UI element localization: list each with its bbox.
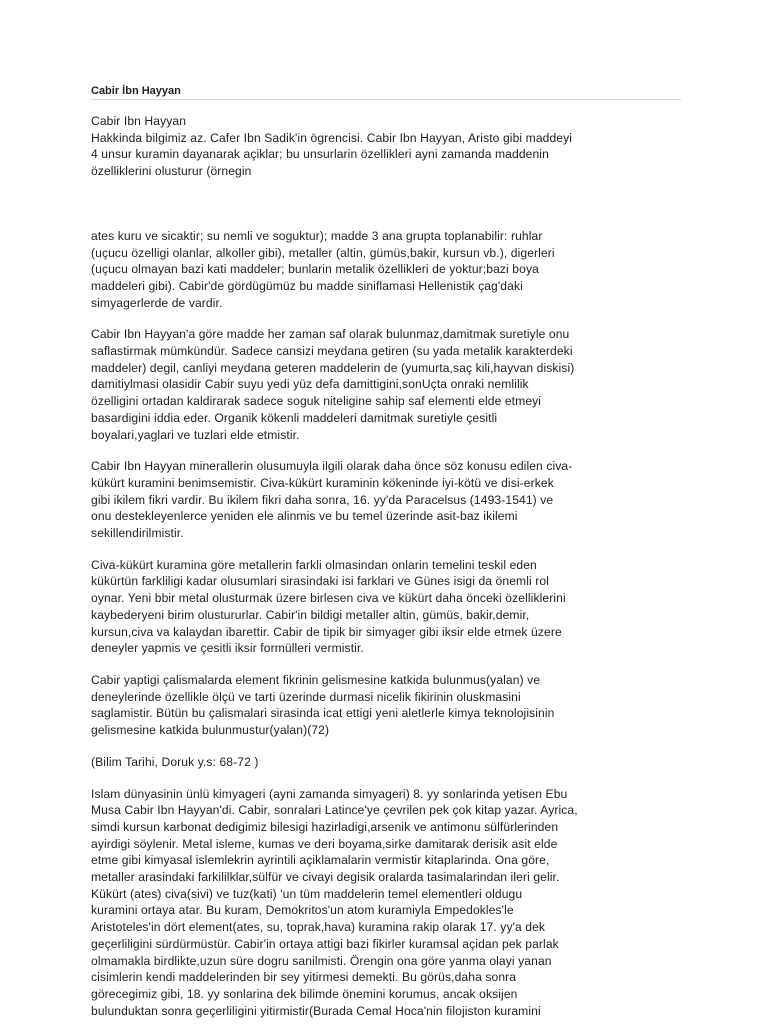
text-line: Cabir Ibn Hayyan'a göre madde her zaman saf olarak bulunmaz,damitmak suretiyle onu (91, 327, 570, 342)
text-line: saflastirmak mümkündür. Sadece cansizi meydana getiren (su yada metalik karakterdeki (91, 344, 573, 359)
text-line: kükürt kuramini benimsemistir. Civa-kükürt kuraminin kökeninde iyi-kötü ve disi-erkek (91, 475, 554, 490)
text-line: saglamistir. Bütün bu çalismalari sirasinda icat ettigi yeni aletlerle kimya teknolojisinin (91, 706, 555, 721)
text-line: metaller arasindaki farkililklar,sülfür ve civayi degisik oralarda tasimalarindan ileri gelir. (91, 870, 560, 885)
paragraph (91, 113, 681, 180)
text-line: maddeler) degil, canliyi meydana geteren maddelerin de (yumurta,saç kili,hayvan diskisi) (91, 360, 575, 375)
paragraph (91, 786, 681, 1020)
text-line: simyagerlerde de vardir. (91, 295, 223, 310)
text-line: sekillendirilmistir. (91, 526, 184, 541)
text-line: Musa Cabir Ibn Hayyan'di. Cabir, sonralari Latince'ye çevrilen pek çok kitap yazar. Ayrica, (91, 803, 578, 818)
paragraph (91, 754, 681, 771)
text-line: kaybederyeni birim olustururlar. Cabir'in bildigi metaller altin, gümüs, bakir,demir, (91, 607, 530, 622)
text-line: olmamakla birdlikte,uzun süre dogru sanilmisti. Örengin ona göre yanma olayi yanan (91, 953, 552, 968)
text-line: maddeleri gibi). Cabir'de gördügümüz bu madde siniflamasi Hellenistik çag'daki (91, 278, 523, 293)
text-line: boyalari,yaglari ve tuzlari elde etmistir. (91, 427, 300, 442)
text-line: özelligini ortadan kaldirarak sadece soguk niteligine sahip saf elementi elde etmeyi (91, 394, 542, 409)
paragraph (91, 557, 681, 657)
text-line: ates kuru ve sicaktir; su nemli ve soguktur); madde 3 ana grupta toplanabilir: ruhlar (91, 228, 543, 243)
text-line: Kükürt (ates) civa(sivi) ve tuz(kati) 'un tüm maddelerin temel elementleri oldugu (91, 886, 523, 901)
text-line: geçerliligini sürdürmüstür. Cabir'in ortaya attigi bazi fikirler kuramsal açidan pek parlak (91, 936, 559, 951)
text-line: oynar. Yeni bbir metal olusturmak üzere birlesen civa ve kükürt daha önceki özelliklerini (91, 591, 566, 606)
text-line: gibi ikilem fikri vardir. Bu ikilem fikri daha sonra, 16. yy'da Paracelsus (1493-1541) ve (91, 492, 554, 507)
text-line: deneyler yapmis ve çesitli iksir formülleri vermistir. (91, 641, 364, 656)
text-line: bulunduktan sonra geçerliligini yitirmistir(Burada Cemal Hoca'nin filojiston kuramini (91, 1003, 541, 1018)
text-line: simdi kursun karbonat dedigimiz bilesigi hazirladigi,arsenik ve antimonu sülfürlerinden (91, 819, 559, 834)
text-line: Aristoteles'in dört element(ates, su, toprak,hava) kuramina rakip olarak 17. yy'a dek (91, 920, 546, 935)
text-line: (Bilim Tarihi, Doruk y.s: 68-72 ) (91, 754, 259, 769)
document-body (91, 113, 681, 1019)
text-line: etme gibi kimyasal islemlekrin ayrintili açiklamalarin vermistir kitaplarinda. Ona göre, (91, 853, 550, 868)
text-line: kükürtün farkliligi kadar olusumlari sirasindaki isi farklari ve Günes isigi da önemli rol (91, 574, 549, 589)
title-divider (91, 99, 681, 100)
text-line: onu destekleyenlerce yeniden ele alinmis ve bu temel üzerinde asit-baz ikilemi (91, 509, 518, 524)
blank-gap (91, 195, 681, 228)
text-line: deneylerinde özellikle ölçü ve tarti üzerinde durmasi nicelik fikirinin oluskmasini (91, 689, 521, 704)
text-line: kuramini ortaya atar. Bu kuram, Demokritos'un atom kuramiyla Empedokles'le (91, 903, 514, 918)
text-line: özelliklerini olusturur (örnegin (91, 164, 252, 179)
text-line: gelismesine katkida bulunmustur(yalan)(72) (91, 723, 330, 738)
paragraph (91, 672, 681, 739)
paragraph (91, 458, 681, 542)
text-line: kursun,civa va kalaydan ibarettir. Cabir de tipik bir simyager gibi iksir elde etmek üzere (91, 624, 562, 639)
paragraph (91, 326, 681, 443)
text-line: görecegimiz gibi, 18. yy sonlarina dek bilimde önemini korumus, ancak oksijen (91, 986, 518, 1001)
text-line: Cabir Ibn Hayyan (91, 114, 187, 128)
text-line: Cabir yaptigi çalismalarda element fikrinin gelismesine katkida bulunmus(yalan) ve (91, 672, 541, 687)
text-line: Hakkinda bilgimiz az. Cafer Ibn Sadik'in ögrencisi. Cabir Ibn Hayyan, Aristo gibi maddeyi (91, 130, 573, 145)
text-line: cisimlerin kendi maddelerinden bir sey yitirmesi demekti. Bu görüs,daha sonra (91, 970, 517, 985)
paragraph (91, 228, 681, 312)
text-line: Cabir Ibn Hayyan minerallerin olusumuyla ilgili olarak daha önce söz konusu edilen civa- (91, 459, 573, 474)
text-line: basardigini iddia eder. Organik kökenli maddeleri damitmak suretiyle çesitli (91, 410, 498, 425)
text-line: Islam dünyasinin ünlü kimyageri (ayni zamanda simyageri) 8. yy sonlarinda yetisen Ebu (91, 786, 568, 801)
document-title: Cabir İbn Hayyan (91, 85, 181, 97)
text-line: 4 unsur kuramin dayanarak açiklar; bu unsurlarin özellikleri ayni zamanda maddenin (91, 147, 549, 162)
text-line: Civa-kükürt kuramina göre metallerin farkli olmasindan onlarin temelini teskil eden (91, 557, 537, 572)
text-line: damitiylmasi olasidir Cabir suyu yedi yüz defa damittigini,sonUçta onraki nemlilik (91, 377, 529, 392)
document-page (91, 84, 681, 1034)
text-line: ayirdigi söylenir. Metal isleme, kumas ve deri boyama,sirke damitarak derisik asit elde (91, 836, 558, 851)
text-line: (uçucu olmayan bazi kati maddeler; bunlarin metalik özellikleri de yoktur;bazi boya (91, 262, 539, 277)
text-line: (uçucu özelligi olanlar, alkoller gibi), metaller (altin, gümüs,bakir, kursun vb.), digerleri (91, 245, 555, 260)
